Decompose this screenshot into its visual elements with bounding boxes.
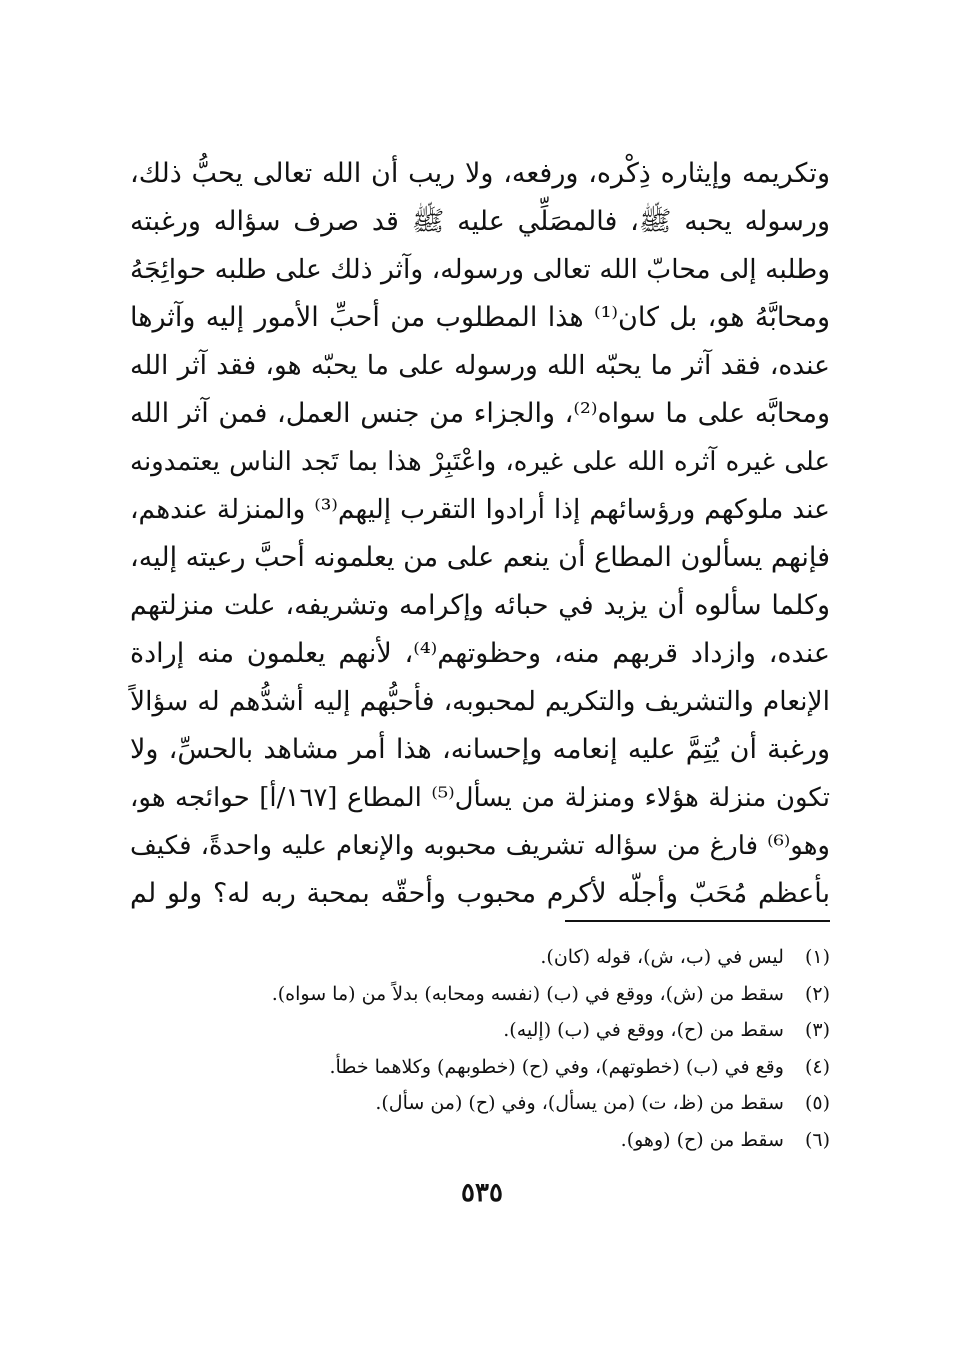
footnotes-block: [150, 939, 830, 1158]
text-line-1: وتكريمه وإيثاره ذِكْره، ورفعه، ولا ريب أن الله تعالى يحبُّ ذلك،: [130, 158, 830, 189]
footnote-number: (١): [804, 946, 830, 968]
footnote-2: [150, 976, 830, 1013]
footnote-6: [150, 1122, 830, 1159]
text-line-4: ومحابَّهُ هو، بل كان⁽¹⁾ هذا المطلوب من أحبِّ الأمور إليه وآثرها: [130, 302, 830, 333]
footnote-4: [150, 1049, 830, 1086]
text-line-6: ومحابَّه على ما سواه⁽²⁾، والجزاء من جنس العمل، فمن آثر الله: [130, 398, 830, 429]
footnote-5: [150, 1085, 830, 1122]
text-line-14: تكون منزلة هؤلاء ومنزلة من يسأل⁽⁵⁾ المطاع [١٦٧/أ] حوائجه هو،: [130, 783, 830, 813]
text-line-13: ورغبة أن يُتِمَّ عليه إنعامه وإحسانه، هذا أمر مشاهد بالحسِّ، ولا: [130, 734, 830, 765]
footnote-text: سقط من (ح) (وهو).: [620, 1128, 784, 1151]
footnote-text: ليس في (ب، ش)، قوله (كان).: [540, 946, 784, 968]
page-number: ٥٣٥: [461, 1178, 503, 1208]
text-line-16: بأعظم مُحَبّ وأجلّه لأكرم محبوب وأحقّه بمحبة ربه له؟ ولو لم: [130, 878, 830, 909]
footnote-divider: [565, 920, 830, 922]
footnote-number: (٣): [804, 1019, 830, 1041]
text-line-5: عنده، فقد آثر ما يحبّه الله ورسوله على ما يحبّه هو، فقد آثر الله: [130, 350, 830, 381]
footnote-number: (٦): [804, 1128, 830, 1151]
text-line-9: فإنهم يسألون المطاع أن ينعم على من يعلمونه أحبَّ رعيته إليه،: [130, 542, 830, 573]
text-line-2: ورسوله يحبه ﷺ، فالمصَلِّي عليه ﷺ قد صرف سؤاله ورغبته: [130, 206, 830, 237]
footnote-text: سقط من (ظ، ت) (من يسأل)، وفي (ح) (من سأل).: [375, 1092, 784, 1114]
text-line-7: على غيره آثره الله على غيره، واعْتَبِرْ هذا بما تَجد الناس يعتمدونه: [130, 447, 830, 477]
footnote-number: (٥): [804, 1092, 830, 1114]
text-line-3: وطلبه إلى محابّ الله تعالى ورسوله، وآثر ذلك على طلبه حوائِجَهُ: [130, 254, 830, 285]
text-line-12: الإنعام والتشريف والتكريم لمحبوبه، فأحبُّهم إليه أشدُّهم له سؤالاً: [130, 686, 830, 717]
footnote-number: (٢): [804, 982, 830, 1005]
footnote-1: [150, 939, 830, 976]
footnote-text: سقط من (ح)، ووقع في (ب) (إليه).: [503, 1019, 784, 1041]
text-line-15: وهو⁽⁶⁾ فارغ من سؤاله تشريف محبوبه والإنعام عليه واحدةً، فكيف: [130, 831, 830, 861]
footnote-text: سقط من (ش)، ووقع في (ب) (نفسه ومحابه) بدلاً من (ما سواه).: [271, 982, 784, 1005]
text-line-10: وكلما سألوه أن يزيد في حبائه وإكرامه وتشريفه، علت منزلتهم: [130, 590, 830, 621]
footnote-number: (٤): [804, 1055, 830, 1078]
main-text-block: [130, 150, 830, 918]
footnote-text: وقع في (ب) (خطوتهم)، وفي (ح) (خطوبهم) وكلاهما خطأ.: [329, 1055, 784, 1078]
footnote-3: [150, 1012, 830, 1049]
text-line-8: عند ملوكهم ورؤسائهم إذا أرادوا التقرب إليهم⁽³⁾ والمنزلة عندهم،: [130, 494, 830, 525]
text-line-11: عنده، وازداد قربهم منه، وحظوتهم⁽⁴⁾، لأنهم يعلمون منه إرادة: [130, 638, 830, 669]
